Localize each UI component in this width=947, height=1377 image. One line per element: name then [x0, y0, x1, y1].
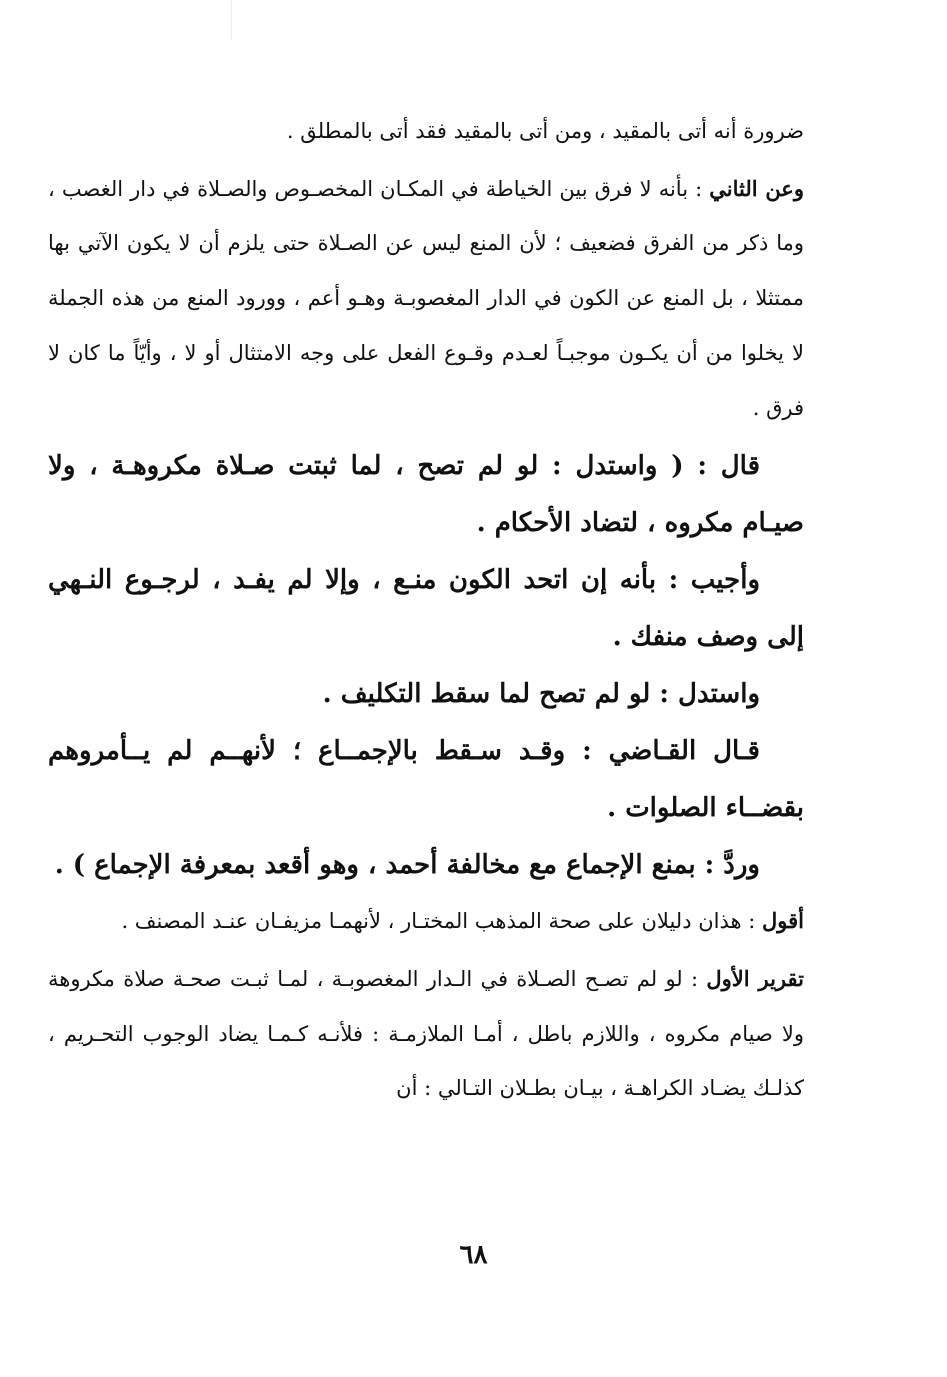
- paragraph-lead: وعن الثاني: [709, 175, 804, 201]
- paragraph-lead: أقول: [762, 908, 804, 934]
- quote-istadalla: [48, 666, 804, 723]
- quote-ujiba: [48, 552, 804, 666]
- paragraph-text: : وقـد سـقط بالإجمــاع ؛ لأنهــم لم يــأمروهم بقضــاء الصلوات .: [48, 736, 804, 824]
- paragraph-aqulu: [48, 894, 804, 949]
- paragraph-continuation: [48, 104, 804, 159]
- paragraph-lead: وأجيب: [690, 565, 760, 596]
- quote-qala: [48, 438, 804, 552]
- paragraph-lead: واستدل: [678, 679, 760, 710]
- paragraph-text: : لو لم تصح لما سقط التكليف .: [322, 679, 679, 710]
- quote-rudda: [48, 837, 804, 894]
- paragraph-text: : ( واستدل : لو لم تصح ، لما ثبتت صـلاة مكروهـة ، ولا صيـام مكروه ، لتضاد الأحكام .: [48, 451, 804, 539]
- paragraph-lead: تقرير الأول: [706, 965, 804, 991]
- page-number: ٦٨: [459, 1240, 488, 1270]
- paragraph-text: : بمنع الإجماع مع مخالفة أحمد ، وهو أقعد بمعرفة الإجماع ) .: [54, 850, 724, 881]
- paragraph-text: ضرورة أنه أتى بالمقيد ، ومن أتى بالمقيد فقد أتى بالمطلق .: [286, 119, 804, 143]
- scan-margin-mark: [231, 0, 232, 40]
- paragraph-text: : بأنه إن اتحد الكون منـع ، وإلا لم يفـد ، لرجـوع النـهي إلى وصف منفك .: [48, 565, 804, 653]
- paragraph-second-objection: [48, 162, 804, 436]
- paragraph-text: : لو لم تصـح الصـلاة في الـدار المغصوبـة ، لمـا ثبـت صحـة صلاة مكروهة ولا صيام مكروه ، واللازم باطل ، أمـا الملازمـة : فلأنـه كـمـا يضاد الوجوب التحـريم ، كذلـك يضـاد الكراهـة ، بيـان بطـلان التـالي : أن: [48, 966, 804, 1101]
- paragraph-lead: قـال القـاضي: [608, 736, 760, 767]
- paragraph-text: : بأنه لا فرق بين الخياطة في المكـان المخصـوص والصـلاة في دار الغصب ، وما ذكر من الفرق فضعيف ؛ لأن المنع ليس عن الصـلاة حتى يلزم أن لا يكون الآتي بها ممتثلا ، بل المنع عن الكون في الدار المغصوبـة وهـو أعم ، وورود المنع من هذه الجملة لا يخلوا من أن يكـون موجبـاً لعـدم وقـوع الفعل على وجه الامتثال أو لا ، وأيّاً ما كان لا فرق .: [48, 176, 804, 420]
- paragraph-lead: قال: [720, 451, 760, 482]
- paragraph-lead: وردَّ: [723, 850, 760, 881]
- paragraph-text: : هذان دليلان على صحة المذهب المختـار ، لأنهمـا مزيفـان عنـد المصنف .: [121, 909, 763, 934]
- paragraph-first-argument: [48, 952, 804, 1116]
- quote-qadi: [48, 723, 804, 837]
- body-text: [48, 104, 804, 1116]
